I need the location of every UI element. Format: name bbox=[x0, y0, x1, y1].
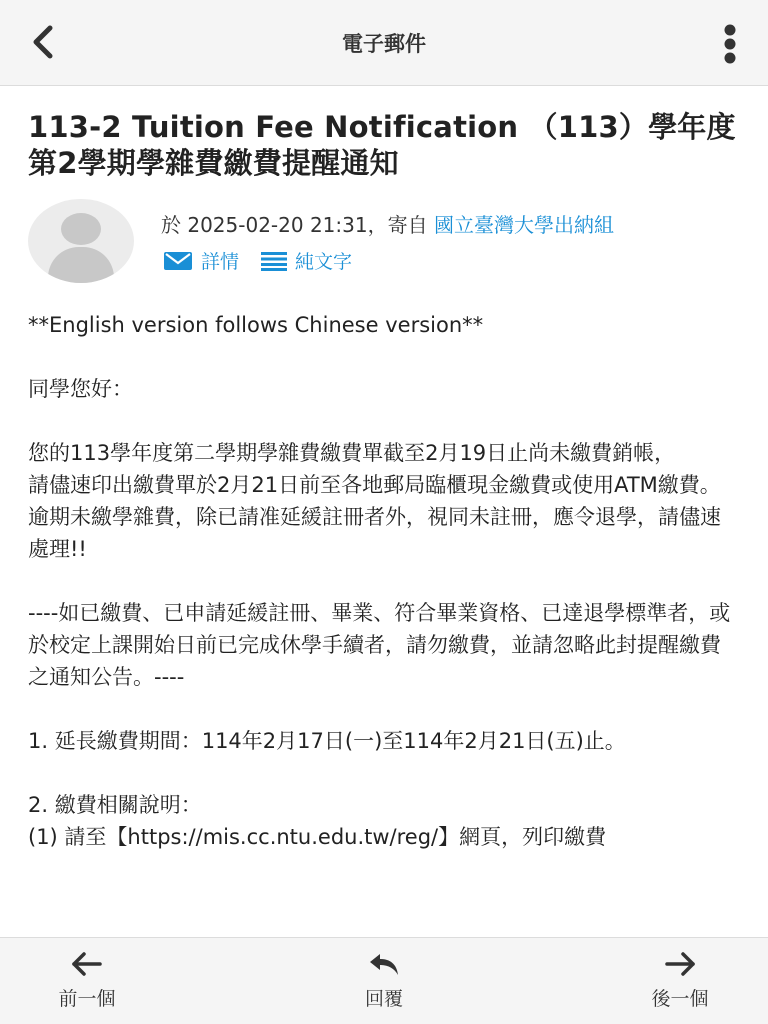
sender-link[interactable]: 國立臺灣大學出納組 bbox=[433, 213, 614, 237]
email-view-options bbox=[163, 247, 352, 274]
page-title: 電子郵件 bbox=[342, 32, 426, 56]
vertical-dots-icon bbox=[722, 24, 738, 64]
body-paragraph: 同學您好： bbox=[28, 377, 133, 401]
plaintext-button[interactable] bbox=[261, 247, 352, 274]
body-paragraph: ----如已繳費、已申請延緩註冊、畢業、符合畢業資格、已達退學標準者，或於校定上課開始日前已完成休學手續者，請勿繳費，並請忽略此封提醒繳費之通知公告。---- bbox=[28, 601, 731, 689]
next-email-button[interactable] bbox=[620, 950, 740, 1014]
body-paragraph: (1) 請至【https://mis.cc.ntu.edu.tw/reg/】網頁，列印繳費 bbox=[28, 825, 607, 849]
details-button[interactable] bbox=[163, 247, 239, 274]
body-paragraph: 1. 延長繳費期間：114年2月17日(一)至114年2月21日(五)止。 bbox=[28, 729, 626, 753]
plaintext-label: 純文字 bbox=[295, 251, 353, 273]
details-label: 詳情 bbox=[201, 251, 240, 273]
reply-icon bbox=[366, 950, 402, 978]
email-body bbox=[28, 309, 740, 853]
email-date-line bbox=[161, 209, 614, 238]
arrow-left-icon bbox=[70, 950, 104, 978]
email-meta bbox=[28, 193, 740, 285]
body-paragraph: 您的113學年度第二學期學雜費繳費單截至2月19日止尚未繳費銷帳， 請儘速印出繳費單於2月21日前至各地郵局臨櫃現金繳費或使用ATM繳費。 逾期未繳學雜費，除已請准延緩註冊者外，視同未註冊，應令退學，請儘速處理!! bbox=[28, 441, 721, 561]
email-subject: 113-2 Tuition Fee Notification （113）學年度第2學期學雜費繳費提醒通知 bbox=[28, 110, 736, 180]
email-date: 於 2025-02-20 21:31，寄自 bbox=[161, 213, 434, 237]
reply-label: 回覆 bbox=[364, 988, 403, 1010]
next-label: 後一個 bbox=[651, 988, 709, 1010]
email-content bbox=[0, 87, 768, 937]
envelope-icon bbox=[163, 251, 193, 271]
body-paragraph: 2. 繳費相關說明： bbox=[28, 793, 202, 817]
sender-avatar bbox=[28, 199, 134, 283]
more-options-button[interactable] bbox=[712, 22, 748, 66]
body-paragraph: **English version follows Chinese version** bbox=[28, 313, 484, 337]
previous-label: 前一個 bbox=[58, 988, 116, 1010]
lines-icon bbox=[261, 251, 287, 271]
arrow-right-icon bbox=[663, 950, 697, 978]
bottom-nav-bar bbox=[0, 937, 768, 1024]
previous-email-button[interactable] bbox=[27, 950, 147, 1014]
reply-button[interactable] bbox=[324, 950, 444, 1014]
top-app-bar bbox=[0, 0, 768, 86]
